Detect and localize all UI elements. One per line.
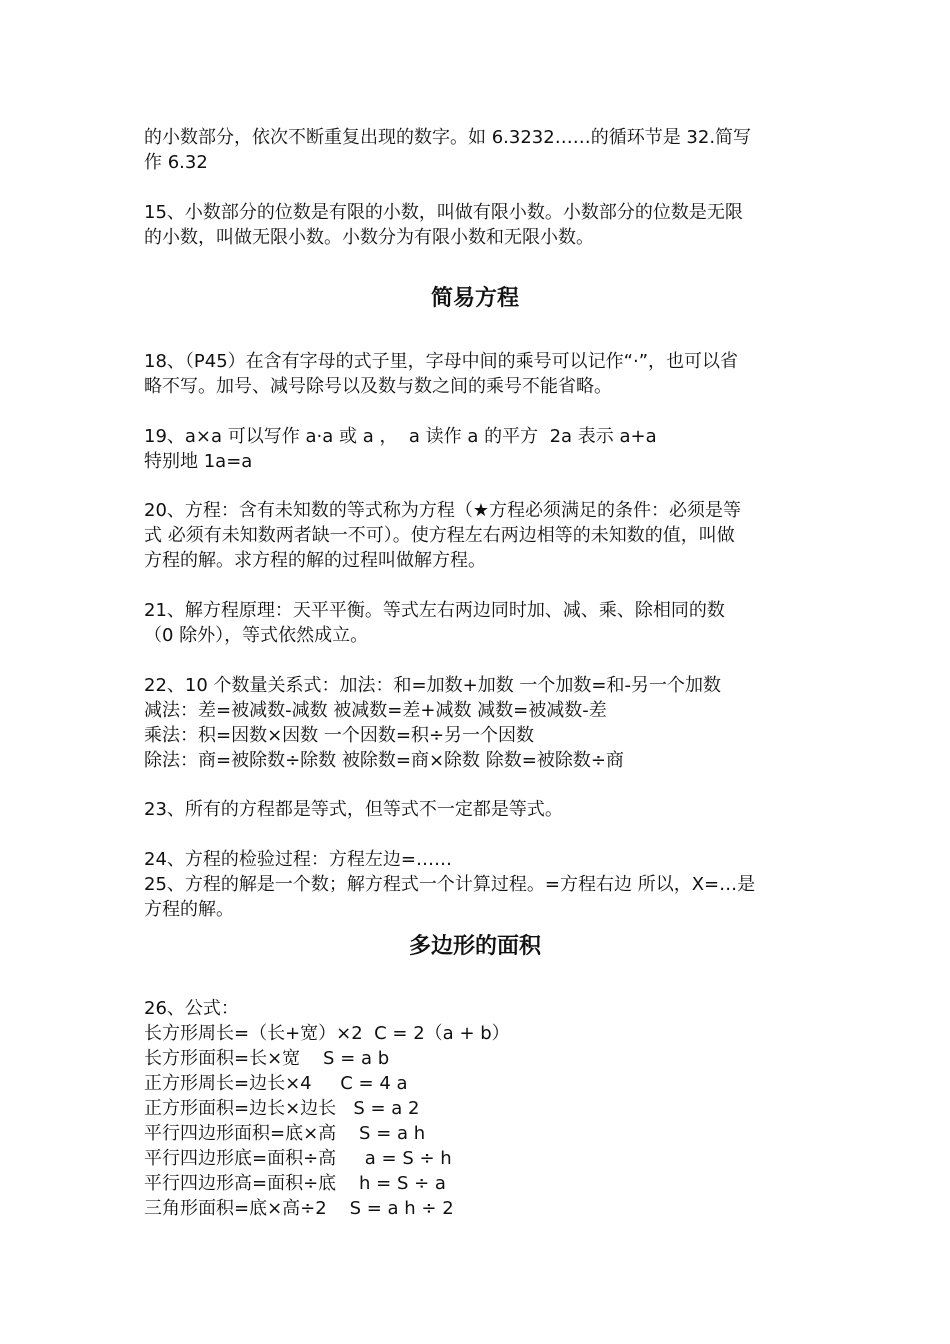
- formula-line: 正方形面积=边长×边长 S = a 2: [144, 1098, 420, 1119]
- text-line: 18、（P45）在含有字母的式子里，字母中间的乘号可以记作“·”，也可以省: [144, 351, 739, 372]
- paragraph-item-19: [144, 424, 808, 474]
- paragraph-item-26-formulas: [144, 996, 808, 1221]
- paragraph-item-15: [144, 200, 808, 250]
- paragraph-item-18: [144, 349, 808, 399]
- text-line: （0 除外），等式依然成立。: [144, 625, 369, 646]
- text-line: 作 6.32: [144, 152, 208, 173]
- text-line: 方程的解。求方程的解的过程叫做解方程。: [144, 550, 486, 571]
- text-line: 的小数部分，依次不断重复出现的数字。如 6.3232……的循环节是 32.简写: [144, 127, 752, 148]
- section-heading-equation: 简易方程: [430, 286, 519, 311]
- text-line: 的小数，叫做无限小数。小数分为有限小数和无限小数。: [144, 227, 594, 248]
- formula-line: 平行四边形面积=底×高 S = a h: [144, 1123, 426, 1144]
- formula-line: 正方形周长=边长×4 C = 4 a: [144, 1073, 408, 1094]
- text-line: 特别地 1a=a: [144, 451, 253, 472]
- text-line: 除法：商=被除数÷除数 被除数=商×除数 除数=被除数÷商: [144, 750, 624, 771]
- paragraph-item-23: [144, 797, 808, 822]
- text-line: 24、方程的检验过程：方程左边=……: [144, 849, 452, 870]
- text-line: 26、公式：: [144, 998, 239, 1019]
- paragraph-item-22: [144, 673, 808, 773]
- text-line: 19、a×a 可以写作 a·a 或 a ， a 读作 a 的平方 2a 表示 a+a: [144, 426, 657, 447]
- text-line: 方程的解。: [144, 899, 234, 920]
- text-line: 23、所有的方程都是等式，但等式不一定都是等式。: [144, 799, 563, 820]
- text-line: 20、方程：含有未知数的等式称为方程（★方程必须满足的条件：必须是等: [144, 500, 742, 521]
- text-line: 15、小数部分的位数是有限的小数，叫做有限小数。小数部分的位数是无限: [144, 202, 743, 223]
- text-line: 略不写。加号、减号除号以及数与数之间的乘号不能省略。: [144, 376, 612, 397]
- text-line: 21、解方程原理：天平平衡。等式左右两边同时加、减、乘、除相同的数: [144, 600, 725, 621]
- formula-line: 长方形周长=（长+宽）×2 C = 2（a + b）: [144, 1023, 510, 1044]
- paragraph-repeating-decimal: [144, 125, 808, 175]
- text-line: 乘法：积=因数×因数 一个因数=积÷另一个因数: [144, 725, 535, 746]
- text-line: 减法：差=被减数-减数 被减数=差+减数 减数=被减数-差: [144, 700, 607, 721]
- paragraph-item-21: [144, 598, 808, 648]
- formula-line: 平行四边形高=面积÷底 h = S ÷ a: [144, 1173, 446, 1194]
- paragraph-item-20: [144, 498, 808, 573]
- text-line: 式 必须有未知数两者缺一不可）。使方程左右两边相等的未知数的值，叫做: [144, 525, 735, 546]
- formula-line: 三角形面积=底×高÷2 S = a h ÷ 2: [144, 1198, 454, 1219]
- formula-line: 长方形面积=长×宽 S = a b: [144, 1048, 390, 1069]
- text-line: 25、方程的解是一个数；解方程式一个计算过程。=方程右边 所以，X=…是: [144, 874, 756, 895]
- paragraph-item-24-25: [144, 847, 808, 922]
- section-heading-polygon-area: 多边形的面积: [408, 934, 541, 959]
- formula-line: 平行四边形底=面积÷高 a = S ÷ h: [144, 1148, 452, 1169]
- text-line: 22、10 个数量关系式：加法：和=加数+加数 一个加数=和-另一个加数: [144, 675, 721, 696]
